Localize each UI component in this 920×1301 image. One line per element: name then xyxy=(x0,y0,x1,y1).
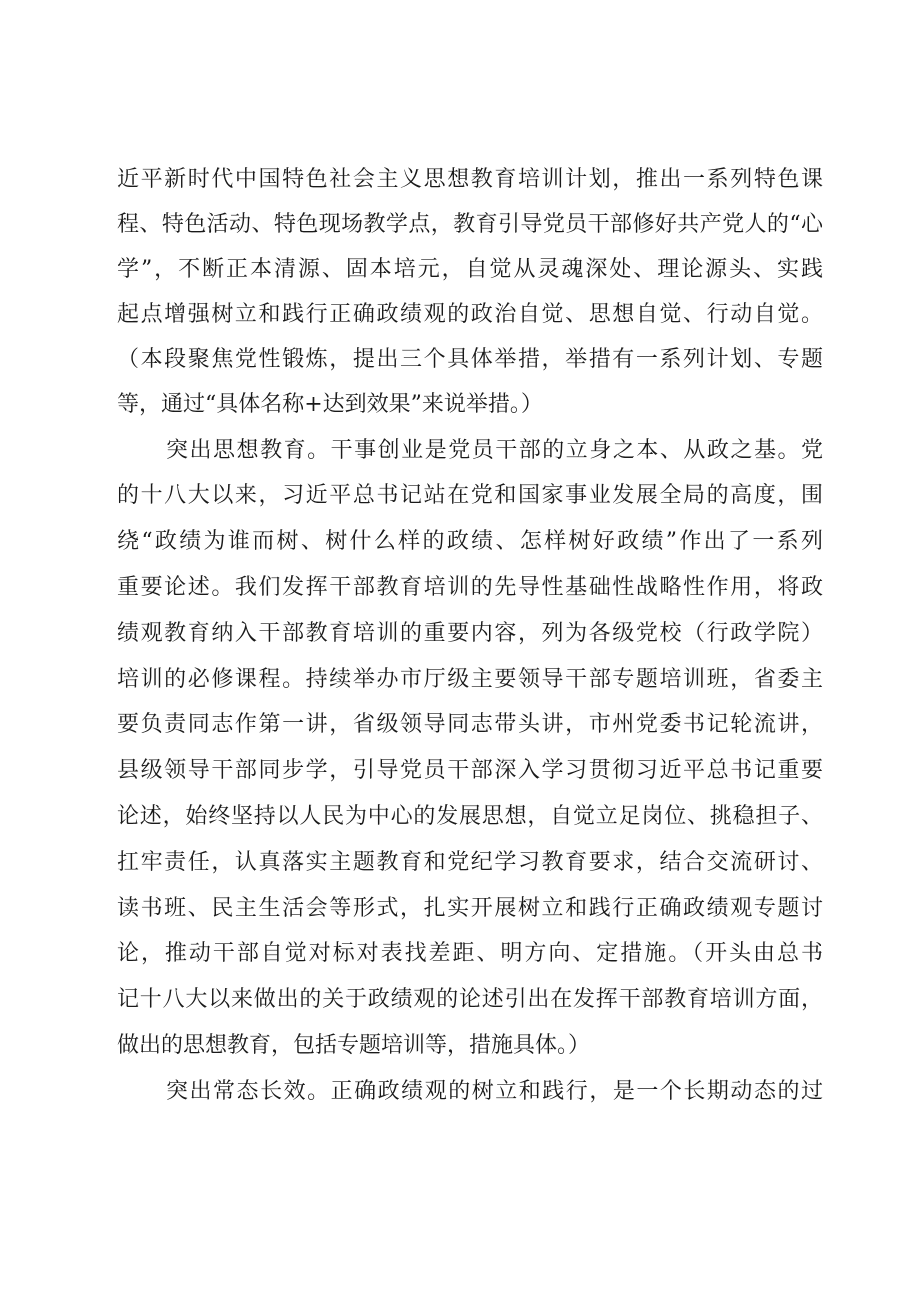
text-line: 程、特色活动、特色现场教学点，教育引导党员干部修好共产党人的“心 xyxy=(117,212,823,237)
text-line: 论，推动干部自觉对标对表找差距、明方向、定措施。（开头由总书 xyxy=(117,941,823,966)
text-line: 记十八大以来做出的关于政绩观的论述引出在发挥干部教育培训方面， xyxy=(117,987,823,1012)
text-line: 的十八大以来，习近平总书记站在党和国家事业发展全局的高度，围 xyxy=(117,483,823,508)
text-line: 等，通过“具体名称+达到效果”来说举措。） xyxy=(117,392,543,417)
text-line: 读书班、民主生活会等形式，扎实开展树立和践行正确政绩观专题讨 xyxy=(117,896,823,921)
text-line: （本段聚焦党性锻炼，提出三个具体举措，举措有一系列计划、专题 xyxy=(117,347,823,372)
paragraph-heading-line: 突出思想教育。干事创业是党员干部的立身之本、从政之基。党 xyxy=(166,438,823,463)
paragraph-heading-line: 突出常态长效。正确政绩观的树立和践行，是一个长期动态的过 xyxy=(166,1079,823,1104)
text-line: 近平新时代中国特色社会主义思想教育培训计划，推出一系列特色课 xyxy=(117,167,823,192)
text-line: 起点增强树立和践行正确政绩观的政治自觉、思想自觉、行动自觉。 xyxy=(117,302,823,327)
text-line: 扛牢责任，认真落实主题教育和党纪学习教育要求，结合交流研讨、 xyxy=(117,850,823,875)
text-line: 要负责同志作第一讲，省级领导同志带头讲，市州党委书记轮流讲， xyxy=(117,712,823,737)
text-line: 学”，不断正本清源、固本培元，自觉从灵魂深处、理论源头、实践 xyxy=(117,257,823,282)
text-line: 培训的必修课程。持续举办市厅级主要领导干部专题培训班，省委主 xyxy=(117,667,823,692)
text-line: 县级领导干部同步学，引导党员干部深入学习贯彻习近平总书记重要 xyxy=(117,758,823,783)
text-line: 绩观教育纳入干部教育培训的重要内容，列为各级党校（行政学院） xyxy=(117,621,823,646)
text-line: 论述，始终坚持以人民为中心的发展思想，自觉立足岗位、挑稳担子、 xyxy=(117,804,823,829)
text-line: 重要论述。我们发挥干部教育培训的先导性基础性战略性作用，将政 xyxy=(117,575,823,600)
text-line: 绕“政绩为谁而树、树什么样的政绩、怎样树好政绩”作出了一系列 xyxy=(117,529,823,554)
text-line: 做出的思想教育，包括专题培训等，措施具体。） xyxy=(117,1033,591,1058)
